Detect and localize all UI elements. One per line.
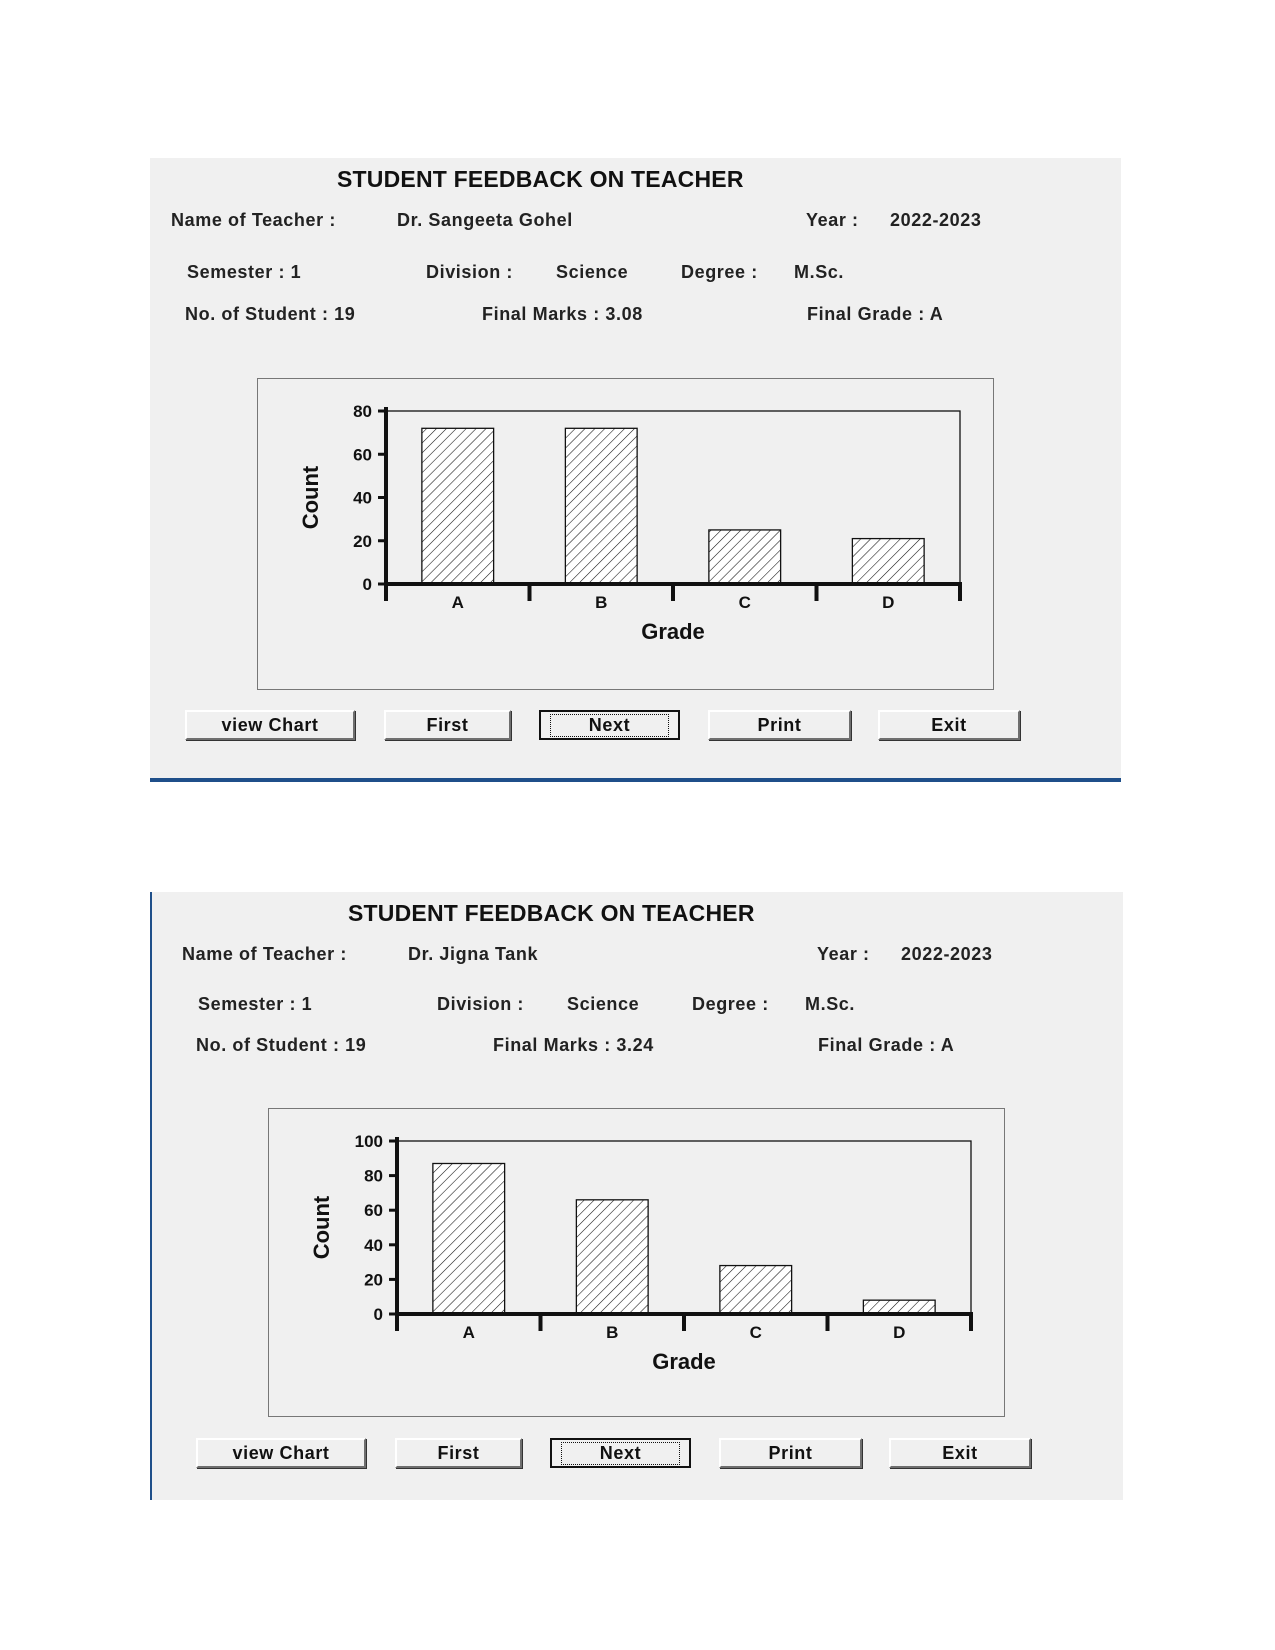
year-label: Year : [806,210,859,230]
final-grade-text: Final Grade : A [818,1035,955,1055]
feedback-form-2 [150,892,1123,1500]
y-tick-label: 20 [353,531,372,551]
x-tick-label: C [749,1323,762,1342]
students-text: No. of Student : 19 [196,1035,367,1055]
y-tick-label: 80 [364,1166,383,1186]
first-button[interactable]: First [395,1438,522,1468]
bar-D [852,539,924,584]
grade-chart [257,378,994,690]
final-marks-text: Final Marks : 3.24 [493,1035,654,1055]
division-label: Division : [437,994,525,1014]
bar-C [709,530,781,584]
print-button[interactable]: Print [719,1438,862,1468]
next-button[interactable]: Next [539,710,680,740]
grade-bar-chart [258,379,993,689]
year-value: 2022-2023 [890,210,982,230]
bar-B [565,428,637,584]
x-tick-label: D [882,593,895,612]
x-tick-label: A [462,1323,475,1342]
print-button[interactable]: Print [708,710,851,740]
y-tick-label: 60 [353,445,372,465]
y-tick-label: 0 [373,1305,383,1324]
y-tick-label: 80 [353,402,372,421]
teacher-label: Name of Teacher : [171,210,336,230]
y-tick-label: 100 [354,1132,383,1151]
bar-B [576,1200,648,1314]
x-axis-title: Grade [652,1349,716,1374]
teacher-name: Dr. Sangeeta Gohel [397,210,573,230]
x-tick-label: B [606,1323,619,1342]
x-tick-label: B [595,593,608,612]
teacher-label: Name of Teacher : [182,944,347,964]
semester-text: Semester : 1 [198,994,313,1014]
y-tick-label: 20 [364,1270,383,1290]
exit-button[interactable]: Exit [878,710,1020,740]
bar-A [422,428,494,584]
view-chart-button[interactable]: view Chart [185,710,355,740]
next-button[interactable]: Next [550,1438,691,1468]
x-tick-label: D [893,1323,906,1342]
teacher-name: Dr. Jigna Tank [408,944,539,964]
bar-D [863,1300,935,1314]
feedback-form-1 [150,158,1121,782]
bar-A [433,1163,505,1314]
grade-chart [268,1108,1005,1417]
final-marks-text: Final Marks : 3.08 [482,304,643,324]
x-tick-label: A [451,593,464,612]
degree-value: M.Sc. [794,262,845,282]
year-label: Year : [817,944,870,964]
degree-value: M.Sc. [805,994,856,1014]
exit-button[interactable]: Exit [889,1438,1031,1468]
division-value: Science [567,994,640,1014]
final-grade-text: Final Grade : A [807,304,944,324]
degree-label: Degree : [692,994,769,1014]
students-text: No. of Student : 19 [185,304,356,324]
form-title: STUDENT FEEDBACK ON TEACHER [337,166,744,192]
grade-bar-chart [269,1109,1004,1416]
y-tick-label: 40 [353,488,372,508]
division-label: Division : [426,262,514,282]
y-axis-title: Count [298,465,323,530]
semester-text: Semester : 1 [187,262,302,282]
view-chart-button[interactable]: view Chart [196,1438,366,1468]
y-tick-label: 60 [364,1201,383,1221]
degree-label: Degree : [681,262,758,282]
division-value: Science [556,262,629,282]
y-tick-label: 40 [364,1235,383,1255]
y-tick-label: 0 [362,575,372,594]
bar-C [720,1266,792,1314]
x-tick-label: C [738,593,751,612]
y-axis-title: Count [309,1195,334,1260]
year-value: 2022-2023 [901,944,993,964]
x-axis-title: Grade [641,619,705,644]
first-button[interactable]: First [384,710,511,740]
form-title: STUDENT FEEDBACK ON TEACHER [348,900,755,926]
